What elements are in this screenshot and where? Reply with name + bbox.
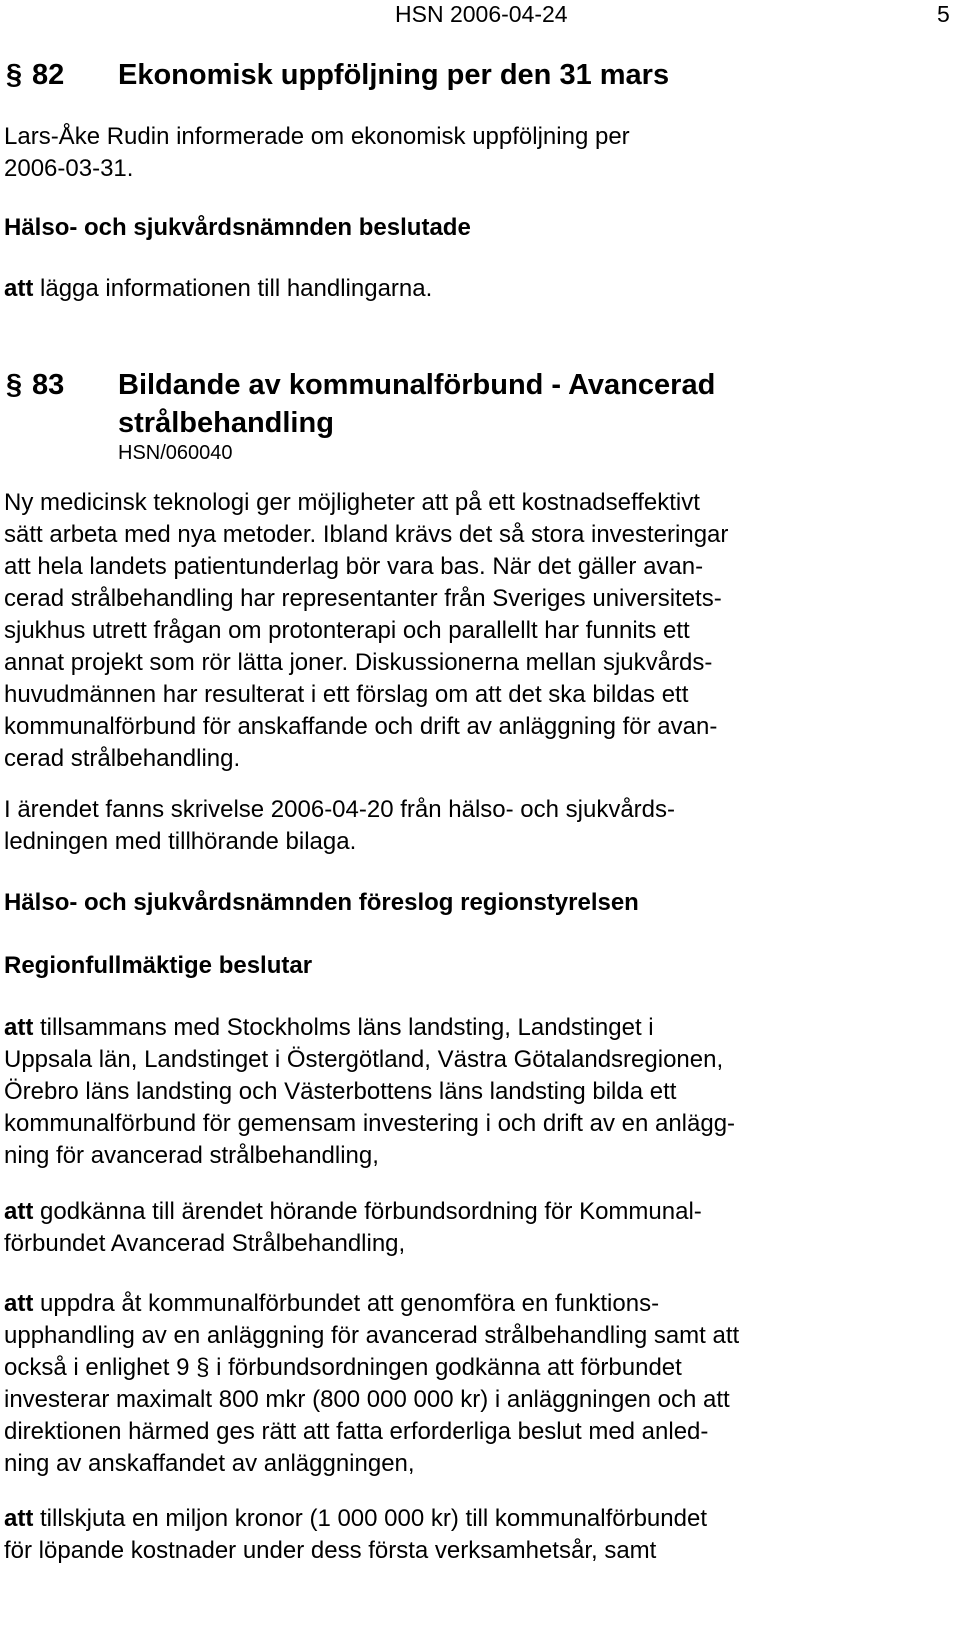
clause-line: uppdra åt kommunalförbundet att genomföra en funktions- bbox=[33, 1290, 660, 1317]
clause-line: upphandling av en anläggning för avancerad strålbehandling samt att bbox=[4, 1322, 740, 1349]
body-line: I ärendet fanns skrivelse 2006-04-20 från hälso- och sjukvårds- bbox=[4, 796, 676, 823]
body-line: sätt arbeta med nya metoder. Ibland krävs det så stora investeringar bbox=[4, 521, 729, 548]
page-number: 5 bbox=[937, 1, 950, 27]
section-82-body bbox=[4, 121, 954, 185]
section-title: Ekonomisk uppföljning per den 31 mars bbox=[118, 59, 670, 91]
section-82-decision-heading: Hälso- och sjukvårdsnämnden beslutade bbox=[4, 214, 471, 241]
body-line: cerad strålbehandling. bbox=[4, 745, 241, 772]
att-clause bbox=[4, 1012, 954, 1172]
att-keyword: att bbox=[4, 1198, 34, 1225]
clause-line: investerar maximalt 800 mkr (800 000 000 kr) i anläggningen och att bbox=[4, 1386, 730, 1413]
body-line: Ny medicinsk teknologi ger möjligheter att på ett kostnadseffektivt bbox=[4, 489, 700, 516]
body-line: kommunalförbund för anskaffande och drift av anläggning för avan- bbox=[4, 713, 718, 740]
body-line: huvudmännen har resulterat i ett förslag om att det ska bildas ett bbox=[4, 681, 689, 708]
body-line: annat projekt som rör lätta joner. Diskussionerna mellan sjukvårds- bbox=[4, 649, 713, 676]
att-clause bbox=[4, 1196, 954, 1260]
clause-line: Uppsala län, Landstinget i Östergötland, Västra Götalandsregionen, bbox=[4, 1046, 724, 1073]
clause-line: tillskjuta en miljon kronor (1 000 000 kr) till kommunalförbundet bbox=[33, 1505, 707, 1532]
section-number: 83 bbox=[32, 369, 65, 401]
section-82-heading bbox=[6, 56, 669, 94]
clause-line: förbundet Avancerad Strålbehandling, bbox=[4, 1230, 406, 1257]
header-date: HSN 2006-04-24 bbox=[395, 1, 568, 27]
att-clause bbox=[4, 1288, 954, 1480]
clause-line: också i enlighet 9 § i förbundsordningen godkänna att förbundet bbox=[4, 1354, 682, 1381]
section-symbol: § bbox=[6, 369, 23, 401]
body-line: Lars-Åke Rudin informerade om ekonomisk uppföljning per bbox=[4, 123, 630, 150]
clause-line: ning för avancerad strålbehandling, bbox=[4, 1142, 379, 1169]
clause-line: Örebro läns landsting och Västerbottens läns landsting bilda ett bbox=[4, 1078, 677, 1105]
section-83-heading bbox=[6, 366, 716, 439]
section-number: 82 bbox=[32, 59, 65, 91]
section-83-paragraph-1 bbox=[4, 487, 954, 775]
att-keyword: att bbox=[4, 275, 34, 302]
section-title-line-1: Bildande av kommunalförbund - Avancerad bbox=[118, 369, 716, 401]
council-heading: Regionfullmäktige beslutar bbox=[4, 952, 313, 979]
body-line: cerad strålbehandling har representanter från Sveriges universitets- bbox=[4, 585, 722, 612]
clause-line: kommunalförbund för gemensam investering i och drift av en anlägg- bbox=[4, 1110, 736, 1137]
att-keyword: att bbox=[4, 1290, 34, 1317]
clause-line: för löpande kostnader under dess första verksamhetsår, samt bbox=[4, 1537, 657, 1564]
decision-text: lägga informationen till handlingarna. bbox=[33, 275, 433, 302]
att-clause bbox=[4, 1503, 954, 1567]
section-82-decision bbox=[4, 273, 954, 305]
proposal-heading: Hälso- och sjukvårdsnämnden föreslog regionstyrelsen bbox=[4, 889, 639, 916]
section-83-paragraph-2 bbox=[4, 794, 954, 858]
clause-line: direktionen härmed ges rätt att fatta erforderliga beslut med anled- bbox=[4, 1418, 709, 1445]
section-title-line-2: strålbehandling bbox=[118, 407, 334, 439]
clause-line: godkänna till ärendet hörande förbundsordning för Kommunal- bbox=[33, 1198, 702, 1225]
body-line: ledningen med tillhörande bilaga. bbox=[4, 828, 357, 855]
body-line: 2006-03-31. bbox=[4, 155, 134, 182]
section-symbol: § bbox=[6, 59, 23, 91]
att-keyword: att bbox=[4, 1505, 34, 1532]
case-number: HSN/060040 bbox=[118, 442, 233, 464]
body-line: sjukhus utrett frågan om protonterapi och parallellt har funnits ett bbox=[4, 617, 690, 644]
clause-line: ning av anskaffandet av anläggningen, bbox=[4, 1450, 415, 1477]
body-line: att hela landets patientunderlag bör vara bas. När det gäller avan- bbox=[4, 553, 704, 580]
att-keyword: att bbox=[4, 1014, 34, 1041]
clause-line: tillsammans med Stockholms läns landsting, Landstinget i bbox=[33, 1014, 654, 1041]
